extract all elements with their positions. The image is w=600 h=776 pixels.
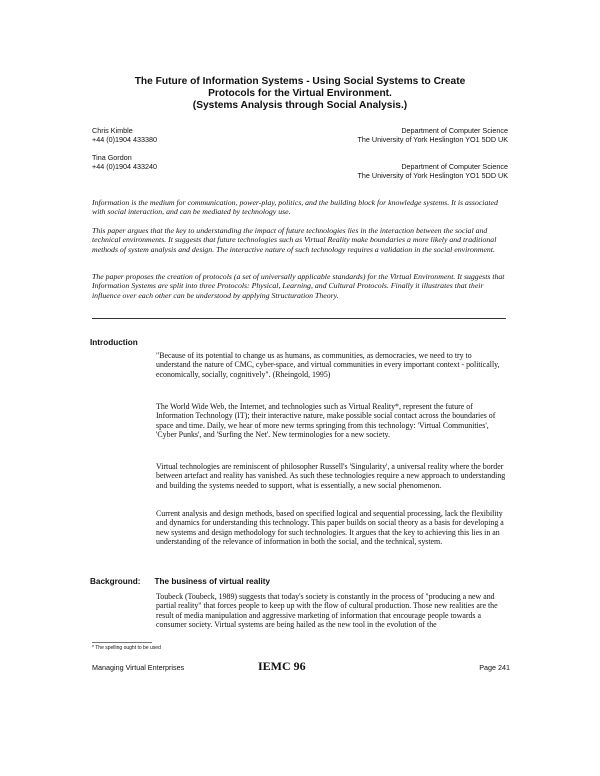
background-subheading-text: The business of virtual reality	[154, 577, 271, 586]
author-2-dept: Department of Computer Science	[401, 162, 508, 171]
author-2-phone: +44 (0)1904 433240	[92, 162, 157, 171]
introduction-heading-text: Introduction	[90, 338, 138, 347]
intro-paragraph-4: Current analysis and design methods, based on specified logical and sequential processing, lack the flexibility and dynamics for understanding this technology. This paper builds on social theory as a basis for developing a new systems and design methodology for such technologies. It argues that the key to achieving this lies in an understanding of the relevance of information in both the social, and the technical, system.	[156, 509, 504, 546]
intro-paragraph-2: The World Wide Web, the Internet, and technologies such as Virtual Reality*, represent the future of Information Technology (IT); their interactive nature, make possible social contact across the boundaries of space and time. Daily, we hear of more new terms springing from this technology: 'Virtual Communities', 'Cyber Punks', and 'Surfing the Net'. New terminologies for a new society.	[156, 402, 496, 439]
background-paragraph-1: Toubeck (Toubeck, 1989) suggests that today's society is constantly in the process of "producing a new and partial reality" that forces people to keep up with the flow of cultural production. Those new realities are the result of media manipulation and aggressive marketing of information that encourage people towards a consumer society. Virtual systems are being hailed as the new tool in the evolution of the	[156, 592, 498, 629]
author-1-name: Chris Kimble	[92, 126, 133, 135]
title-line-3: (Systems Analysis through Social Analysis.)	[192, 100, 408, 111]
author-1-affiliation	[358, 126, 508, 144]
author-1-dept: Department of Computer Science	[401, 126, 508, 135]
section-heading-background	[90, 577, 270, 586]
footer-conference-topic: Managing Virtual Enterprises	[92, 663, 185, 672]
author-1-contact	[92, 126, 157, 144]
author-1-address: The University of York Heslington YO1 5DD UK	[357, 135, 508, 144]
abstract-divider	[92, 318, 506, 319]
abstract-paragraph-3: The paper proposes the creation of protocols (a set of universally applicable standards) for the Virtual Environment. It suggests that Information Systems are split into three Protocols: Physical, Learning, and Cultural Protocols. Finally it illustrates that their influence over each other can be understood by applying Structuration Theory.	[92, 272, 505, 300]
author-2-affiliation	[358, 162, 508, 180]
intro-paragraph-1: "Because of its potential to change us as humans, as communities, as democracies, we need to try to understand the nature of CMC, cyber-space, and virtual communities in every important context - politically, economically, socially, cognitively". (Rheingold, 1995)	[156, 351, 500, 379]
author-1-phone: +44 (0)1904 433380	[92, 135, 157, 144]
author-2-contact	[92, 153, 157, 171]
title-line-2: Protocols for the Virtual Environment.	[208, 88, 392, 99]
footnote: * The spelling ought to be used	[92, 645, 161, 651]
author-2-name: Tina Gordon	[92, 153, 132, 162]
footer-page-number: Page 241	[479, 663, 510, 672]
footer-conference-name: IEMC 96	[258, 659, 306, 673]
footnote-divider	[92, 642, 152, 643]
intro-paragraph-3: Virtual technologies are reminiscent of philosopher Russell's 'Singularity', a universal reality where the border between artefact and reality has vanished. As such these technologies require a new approach to understanding and building the systems needed to support, what is essentially, a new social phenomenon.	[156, 462, 506, 490]
abstract-paragraph-2: This paper argues that the key to understanding the impact of future technologies lies in the interaction between the social and technical environments. It suggests that future technologies such as Virtual Reality make boundaries a more likely and traditional methods of system analysis and design. The interactive nature of such technology requires a validation in the social environment.	[92, 226, 497, 254]
section-heading-introduction	[90, 338, 138, 347]
background-heading-text: Background:	[90, 577, 141, 586]
author-2-address: The University of York Heslington YO1 5DD UK	[357, 171, 508, 180]
title-line-1: The Future of Information Systems - Using Social Systems to Create	[134, 76, 466, 87]
paper-title	[100, 76, 500, 112]
abstract-paragraph-1: Information is the medium for communication, power-play, politics, and the building block for knowledge systems. It is associated with social interaction, and can be mediated by technology use.	[92, 198, 498, 217]
